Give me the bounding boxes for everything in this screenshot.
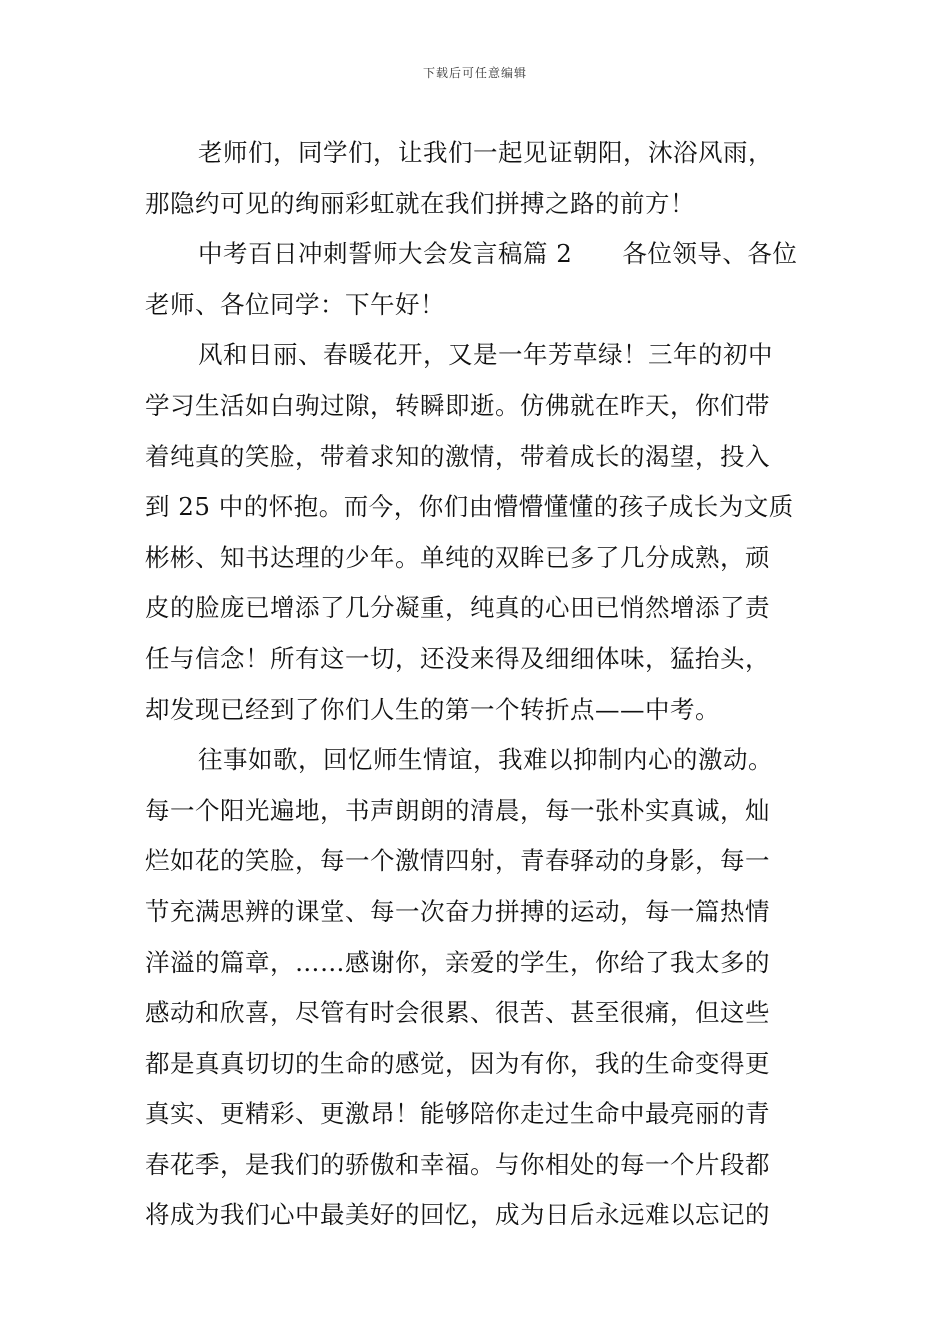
- text-line: 往事如歌，回忆师生情谊，我难以抑制内心的激动。: [198, 745, 773, 775]
- text-line: 都是真真切切的生命的感觉，因为有你，我的生命变得更: [145, 1048, 770, 1078]
- text-line: 老师们，同学们，让我们一起见证朝阳，沐浴风雨，: [198, 138, 773, 167]
- text-line: 洋溢的篇章，……感谢你，亲爱的学生，你给了我太多的: [145, 947, 770, 977]
- text-line: 到 25 中的怀抱。而今，你们由懵懵懂懂的孩子成长为文质: [145, 492, 794, 522]
- text-line: 感动和欣喜，尽管有时会很累、很苦、甚至很痛，但这些: [145, 998, 770, 1028]
- page-header: 下载后可任意编辑: [422, 66, 527, 80]
- text-line: 节充满思辨的课堂、每一次奋力拼搏的运动，每一篇热情: [145, 896, 770, 926]
- document-body: [145, 128, 809, 1241]
- text-line: 皮的脸庞已增添了几分凝重，纯真的心田已悄然增添了责: [145, 593, 770, 623]
- text-line: 那隐约可见的绚丽彩虹就在我们拼搏之路的前方！: [145, 188, 695, 218]
- text-line: 任与信念！所有这一切，还没来得及细细体味，猛抬头，: [145, 643, 770, 673]
- text-line: 中考百日冲刺誓师大会发言稿篇 2 各位领导、各位: [198, 239, 798, 269]
- text-line: 着纯真的笑脸，带着求知的激情，带着成长的渴望，投入: [145, 441, 770, 471]
- text-line: 彬彬、知书达理的少年。单纯的双眸已多了几分成熟，顽: [145, 542, 770, 572]
- text-line: 老师、各位同学：下午好！: [145, 289, 445, 319]
- text-line: 烂如花的笑脸，每一个激情四射，青春驿动的身影，每一: [145, 846, 770, 876]
- text-line: 真实、更精彩、更激昂！能够陪你走过生命中最亮丽的青: [145, 1099, 770, 1129]
- text-line: 春花季，是我们的骄傲和幸福。与你相处的每一个片段都: [145, 1149, 770, 1179]
- text-line: 学习生活如白驹过隙，转瞬即逝。仿佛就在昨天，你们带: [145, 390, 770, 420]
- text-line: 将成为我们心中最美好的回忆，成为日后永远难以忘记的: [145, 1200, 770, 1230]
- text-line: 每一个阳光遍地，书声朗朗的清晨，每一张朴实真诚，灿: [145, 795, 770, 825]
- text-line: 却发现已经到了你们人生的第一个转折点——中考。: [145, 694, 720, 724]
- text-line: 风和日丽、春暖花开，又是一年芳草绿！三年的初中: [198, 340, 773, 370]
